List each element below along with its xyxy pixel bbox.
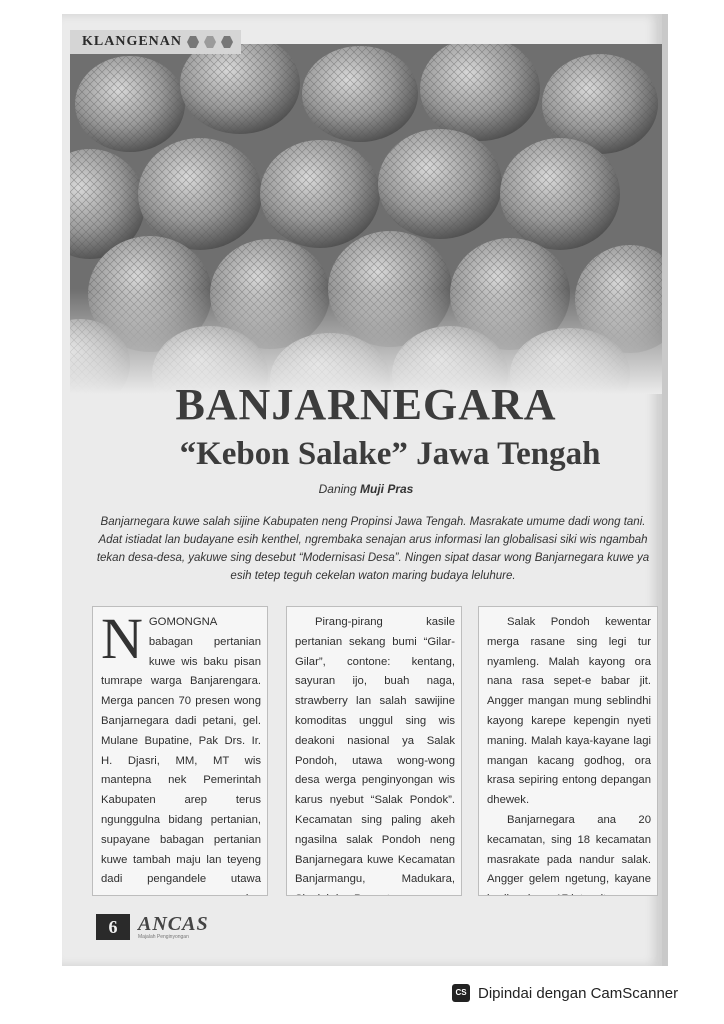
byline-author: Muji Pras (360, 482, 414, 496)
column-1-paragraph: GOMONGNA babagan pertanian kuwe wis baku pisan tumrape warga Banjarengara. Merga pancen 70 presen wong Banjarnegara dadi petani, gel. Mulane Bupatine, Pak Drs. Ir. H. Djasri, MM, MT wis mantepna nek Pemerintah Kabupaten arep terus ngunggulna bidang pertanian, supayane babagan pertanian kuwe tambah maju lan teyeng dadi pengandele utawa (101, 616, 261, 886)
salak-fruit-photo (70, 44, 662, 394)
column-3-paragraph-2: Banjarnegara ana 20 kecamatan, sing 18 kecamatan masrakate pada nandur salak. Angger gelem ngetung, kayane (487, 813, 651, 886)
page-footer (96, 912, 209, 942)
headline-title: BANJARNEGARA (175, 380, 557, 429)
byline (70, 482, 662, 496)
headline-subtitle: “Kebon Salake” Jawa Tengah (179, 436, 601, 472)
camscanner-watermark (452, 984, 678, 1002)
magazine-logo (138, 914, 209, 940)
lead-paragraph: Banjarnegara kuwe salah sijine Kabupaten neng Propinsi Jawa Tengah. Masrakate umume dadi wong tani. Adat istiadat lan budayane esih kenthel, ngrembaka senajan arus informasi lan globalisasi siki wis ngambah tekan desa-desa, yakuwe sing desebut “Modernisasi Desa”. Ningen sipat dasar wong Banjarnegara kuwe ya esih tetep teguh cekelan waton maring budaya leluhure. (96, 516, 650, 582)
photo-illustration (70, 44, 662, 394)
page-number: 6 (96, 914, 130, 940)
article-column-2 (286, 606, 462, 896)
hexagon-icon (204, 36, 216, 48)
article-column-1 (92, 606, 268, 896)
byline-prefix: Daning (318, 482, 357, 496)
article-headline (70, 380, 662, 474)
hexagon-icon (221, 36, 233, 48)
section-header (70, 30, 241, 54)
section-label: KLANGENAN (82, 34, 183, 49)
camscanner-logo-icon: CS (452, 984, 470, 1002)
article-column-3 (478, 606, 658, 896)
camscanner-text: Dipindai dengan CamScanner (478, 984, 679, 1002)
hexagon-icon (187, 36, 199, 48)
drop-cap: N (101, 606, 143, 671)
column-3-paragraph-1: Salak Pondoh kewentar merga rasane sing legi tur nyamleng. Malah kayong ora nana rasa sepet-e babar jit. Angger mangan mung seblindhi kayong karepe kepengin nyeti maning. Malah kaya-kayane lagi mangan kacang godhog, ora krasa sepiring entong depangan dhewek. (487, 616, 651, 807)
magazine-name: ANCAS (138, 913, 209, 935)
magazine-tagline: Majalah Penginyongan (138, 934, 189, 940)
column-2-paragraph: Pirang-pirang kasile pertanian sekang bumi “Gilar-Gilar”, contone: kentang, sayuran ijo, buah naga, strawberry lan salah sawijine komoditas unggul sing wis deakoni nasional ya Salak Pondoh, utawa wong-wong desa werga penginyongan wis karus nyebut “Salak Pondok”. Kecamatan sing paling akeh ngasilna salak Pondoh neng Banjarnegara kuwe Kecamatan Banjarmangu, Madukara, (295, 616, 455, 886)
